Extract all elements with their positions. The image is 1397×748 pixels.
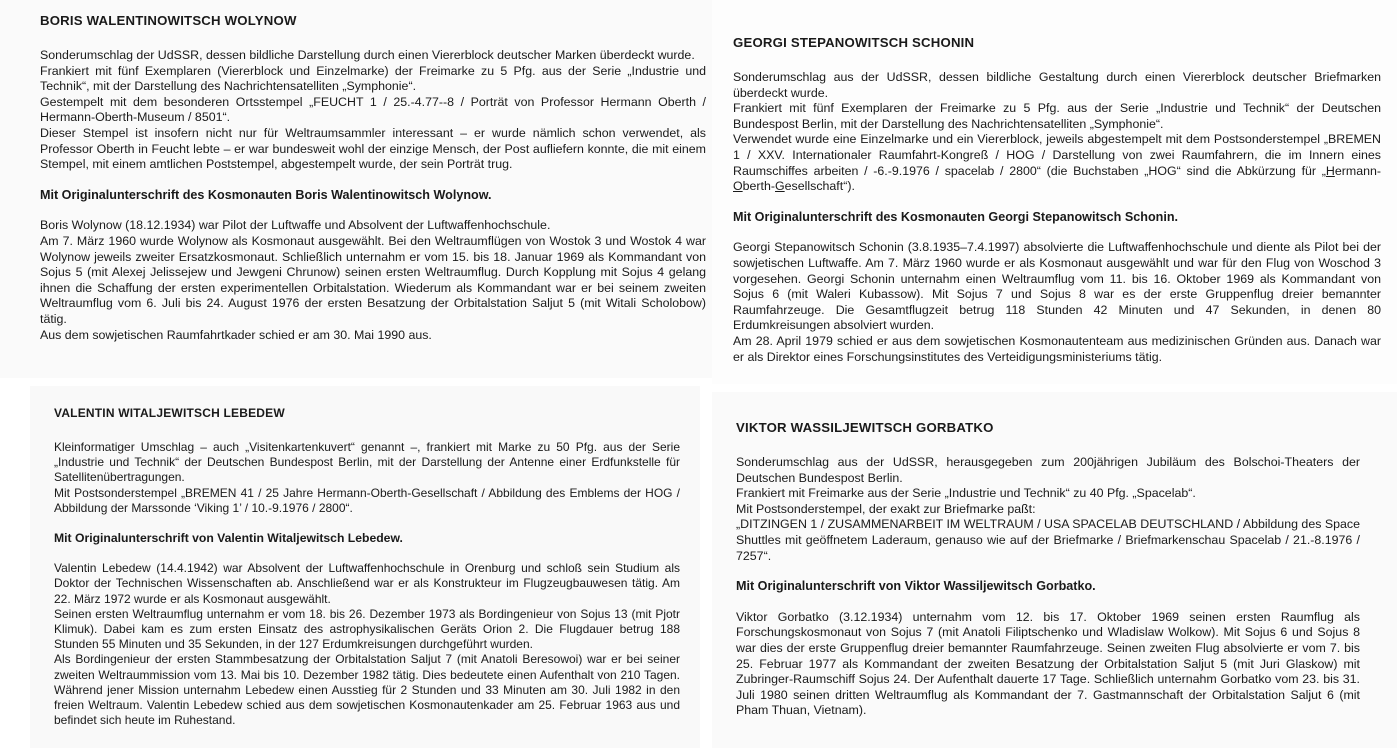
card-content <box>733 35 1381 365</box>
cosmonaut-title: GEORGI STEPANOWITSCH SCHONIN <box>733 35 975 50</box>
bio-paragraph: Boris Wolynow (18.12.1934) war Pilot der Luftwaffe und Absolvent der Luftwaffenhochschule. <box>40 218 551 233</box>
intro-paragraph: Frankiert mit fünf Exemplaren (Viererblock und Einzelmarke) der Freimarke zu 5 Pfg. aus der Serie „Industrie und Technik“, mit der Darstellung des Nachrichtensatelliten „Symphonie“. <box>40 63 706 94</box>
signature-note: Mit Originalunterschrift des Kosmonauten Georgi Stepanowitsch Schonin. <box>733 209 1179 224</box>
intro-paragraph: Sonderumschlag aus der UdSSR, herausgegeben zum 200jährigen Jubiläum des Bolschoi-Theaters der Deutschen Bundespost Berlin. <box>736 455 1360 485</box>
card-content <box>736 420 1360 719</box>
intro-paragraph: Kleinformatiger Umschlag – auch „Visitenkartenkuvert“ genannt –, frankiert mit Marke zu 50 Pfg. aus der Serie „Industrie und Technik“ der Deutschen Bundespost Berlin, mit der Darstellung der Antenne einer Erdfunkstelle für Satellitenübertragungen. <box>54 440 680 485</box>
abbrev-rest: esellschaft“). <box>784 179 855 194</box>
bio-paragraph: Aus dem sowjetischen Raumfahrtkader schied er am 30. Mai 1990 aus. <box>40 327 432 342</box>
bio-paragraph: Als Bordingenieur der ersten Stammbesatzung der Orbitalstation Saljut 7 (mit Anatoli Beresowoi) war er bei seiner zweiten Weltraummission vom 13. Mai bis 10. Dezember 1982 tätig. Dies bedeutete einen Aufenthalt von 210 Tagen. Während jener Mission unternahm Lebedew einen Ausstieg für 2 Stunden und 33 Minuten am 30. Juli 1982 in den freien Weltraum. Valentin Lebedew schied aus dem sowjetischen Kosmonautenkader am 25. Februar 1963 aus und befindet sich heute im Ruhestand. <box>54 652 680 728</box>
bio-paragraph: Viktor Gorbatko (3.12.1934) unternahm vom 12. bis 17. Oktober 1969 seinen ersten Raumflug als Forschungskosmonaut von Sojus 7 (mit Anatoli Filiptschenko und Wladislaw Wolkow). Mit Sojus 6 und Sojus 8 war dies der erste Gruppenflug dreier bemannter Raumfahrzeuge. Seinen zweiten Flug absolvierte er vom 7. bis 25. Februar 1977 als Kommandant der zweiten Besatzung der Orbitalstation Saljut 5 (mit Juri Glaskow) mit Zubringer-Raumschiff Sojus 24. Der Aufenthalt dauerte 17 Tage. Schließlich unternahm Gorbatko vom 23. bis 31. Juli 1980 seinen dritten Weltraumflug als Kommandant der 7. Gastmannschaft der Orbitalstation Saljut 6 (mit Pham Thuan, Vietnam). <box>736 609 1360 718</box>
intro-paragraph: Sonderumschlag aus der UdSSR, dessen bildliche Gestaltung durch einen Viererblock deutscher Briefmarken überdeckt wurde. <box>733 70 1381 100</box>
signature-note: Mit Originalunterschrift des Kosmonauten Boris Walentinowitsch Wolynow. <box>40 187 492 202</box>
intro-paragraph: Frankiert mit Freimarke aus der Serie „Industrie und Technik“ zu 40 Pfg. „Spacelab“. <box>736 486 1196 501</box>
intro-paragraph <box>733 132 1381 194</box>
spacer <box>54 516 680 531</box>
intro-text: Verwendet wurde eine Einzelmarke und ein Viererblock, jeweils abgestempelt mit dem Postsonderstempel „BREMEN 1 / XXV. Internationaler Raumfahrt-Kongreß / HOG / Darstellung von zwei Raumfahrern, die im Innern eines Raumschiffes arbeiten / -6.-9.1976 / spacelab / 2800“ (die Buchstaben „HOG“ sind die Abkürzung für „ <box>733 132 1381 178</box>
bio-paragraph: Georgi Stepanowitsch Schonin (3.8.1935–7.4.1997) absolvierte die Luftwaffenhochschule und diente als Pilot bei der sowjetischen Luftwaffe. Am 7. März 1960 wurde er als Kosmonaut ausgewählt und war für den Flug von Woschod 3 vorgesehen. Georgi Schonin unternahm einen Weltraumflug vom 11. bis 16. Oktober 1969 als Kommandant von Sojus 6 (mit Waleri Kubassow). Mit Sojus 7 und Sojus 8 war es der erste Gruppenflug dreier bemannter Raumfahrzeuge. Die Gesamtflugzeit betrug 118 Stunden 42 Minuten und 47 Sekunden, in denen 80 Erdumkreisungen absolviert wurden. <box>733 240 1381 333</box>
intro-paragraph: Frankiert mit fünf Exemplaren der Freimarke zu 5 Pfg. aus der Serie „Industrie und Technik“ der Deutschen Bundespost Berlin, mit der Darstellung des Nachrichtensatelliten „Symphonie“. <box>733 101 1381 131</box>
abbrev-rest: ermann- <box>1334 163 1381 178</box>
intro-paragraph: Sonderumschlag der UdSSR, dessen bildliche Darstellung durch einen Viererblock deutscher Marken überdeckt wurde. <box>40 48 695 62</box>
abbrev-letter: G <box>775 179 785 194</box>
bio-paragraph: Am 28. April 1979 schied er aus dem sowjetischen Kosmonautenteam aus medizinischen Gründen aus. Danach war er als Direktor eines Forschungsinstitutes des Verteidigungsministeriums tätig. <box>733 333 1381 364</box>
spacer <box>733 225 1381 240</box>
intro-paragraph: Gestempelt mit dem besonderen Ortsstempel „FEUCHT 1 / 25.-4.77--8 / Porträt von Professor Hermann Oberth / Hermann-Oberth-Museum / 8501“. <box>40 94 706 125</box>
intro-paragraph: „DITZINGEN 1 / ZUSAMMENARBEIT IM WELTRAUM / USA SPACELAB DEUTSCHLAND / Abbildung des Space Shuttles mit geöffnetem Laderaum, genauso wie auf der Briefmarke / Briefmarkenschau Spacelab / 21.-8.1976 / 7257“. <box>736 517 1360 563</box>
card-gorbatko <box>712 392 1397 748</box>
spacer <box>733 195 1381 210</box>
abbrev-letter: H <box>1325 163 1335 178</box>
signature-note: Mit Originalunterschrift von Viktor Wassiljewitsch Gorbatko. <box>736 579 1096 594</box>
spacer <box>40 173 706 188</box>
card-lebedew <box>30 386 700 748</box>
bio-paragraph: Am 7. März 1960 wurde Wolynow als Kosmonaut ausgewählt. Bei den Weltraumflügen von Wostok 3 und Wostok 4 war Wolynow jeweils zweiter Ersatzkosmonaut. Schließlich unternahm er vom 15. bis 18. Januar 1969 als Kommandant von Sojus 5 (mit Alexej Jelissejew und Jewgeni Chrunow) seinen ersten Weltraumflug. Durch Kopplung mit Sojus 4 gelang ihnen die Schaffung der ersten experimentellen Orbitalstation. Wiederum als Kommandant war er bei seinem zweiten Weltraumflug vom 6. Juli bis 24. August 1976 der ersten Besatzung der Orbitalstation Saljut 5 (mit Witali Scholobow) tätig. <box>40 233 706 326</box>
spacer <box>736 595 1360 610</box>
card-wolynow <box>0 0 712 378</box>
bio-paragraph: Valentin Lebedew (14.4.1942) war Absolvent der Luftwaffenhochschule in Orenburg und schloß sein Studium als Doktor der Technischen Wissenschaften ab. Anschließend war er als Konstrukteur im Flugzeugbauwesen tätig. Am 22. März 1972 wurde er als Kosmonaut ausgewählt. <box>54 561 680 606</box>
card-content <box>40 13 706 343</box>
intro-paragraph: Mit Postsonderstempel, der exakt zur Briefmarke paßt: <box>736 501 1036 516</box>
card-schonin <box>712 0 1397 384</box>
cosmonaut-title: VALENTIN WITALJEWITSCH LEBEDEW <box>54 406 285 420</box>
spacer <box>54 546 680 561</box>
cosmonaut-title: VIKTOR WASSILJEWITSCH GORBATKO <box>736 420 994 435</box>
spacer <box>40 203 706 218</box>
intro-paragraph: Dieser Stempel ist insofern nicht nur für Weltraumsammler interessant – er wurde nämlich schon verwendet, als Professor Oberth in Feucht lebte – er war bundesweit wohl der einzige Mensch, der Post aufliefern konnte, die mit einem Stempel, mit einem amtlichen Poststempel, abgestempelt wurde, der sein Porträt trug. <box>40 125 706 172</box>
abbrev-rest: berth- <box>742 179 776 194</box>
intro-paragraph: Mit Postsonderstempel „BREMEN 41 / 25 Jahre Hermann-Oberth-Gesellschaft / Abbildung des Emblems der HOG / Abbildung der Marssonde ‘Viking 1’ / 10.-9.1976 / 2800“. <box>54 485 680 515</box>
spacer <box>736 564 1360 579</box>
abbrev-letter: O <box>733 179 743 194</box>
signature-note: Mit Originalunterschrift von Valentin Witaljewitsch Lebedew. <box>54 531 403 546</box>
bio-paragraph: Seinen ersten Weltraumflug unternahm er vom 18. bis 26. Dezember 1973 als Bordingenieur von Sojus 13 (mit Pjotr Klimuk). Dabei kam es zum ersten Einsatz des astrophysikalischen Geräts Orion 2. Die Flugdauer betrug 188 Stunden 55 Minuten und 35 Sekunden, in der 127 Erdumkreisungen durchgeführt wurden. <box>54 606 680 652</box>
cosmonaut-title: BORIS WALENTINOWITSCH WOLYNOW <box>40 13 297 28</box>
card-content <box>54 406 680 728</box>
